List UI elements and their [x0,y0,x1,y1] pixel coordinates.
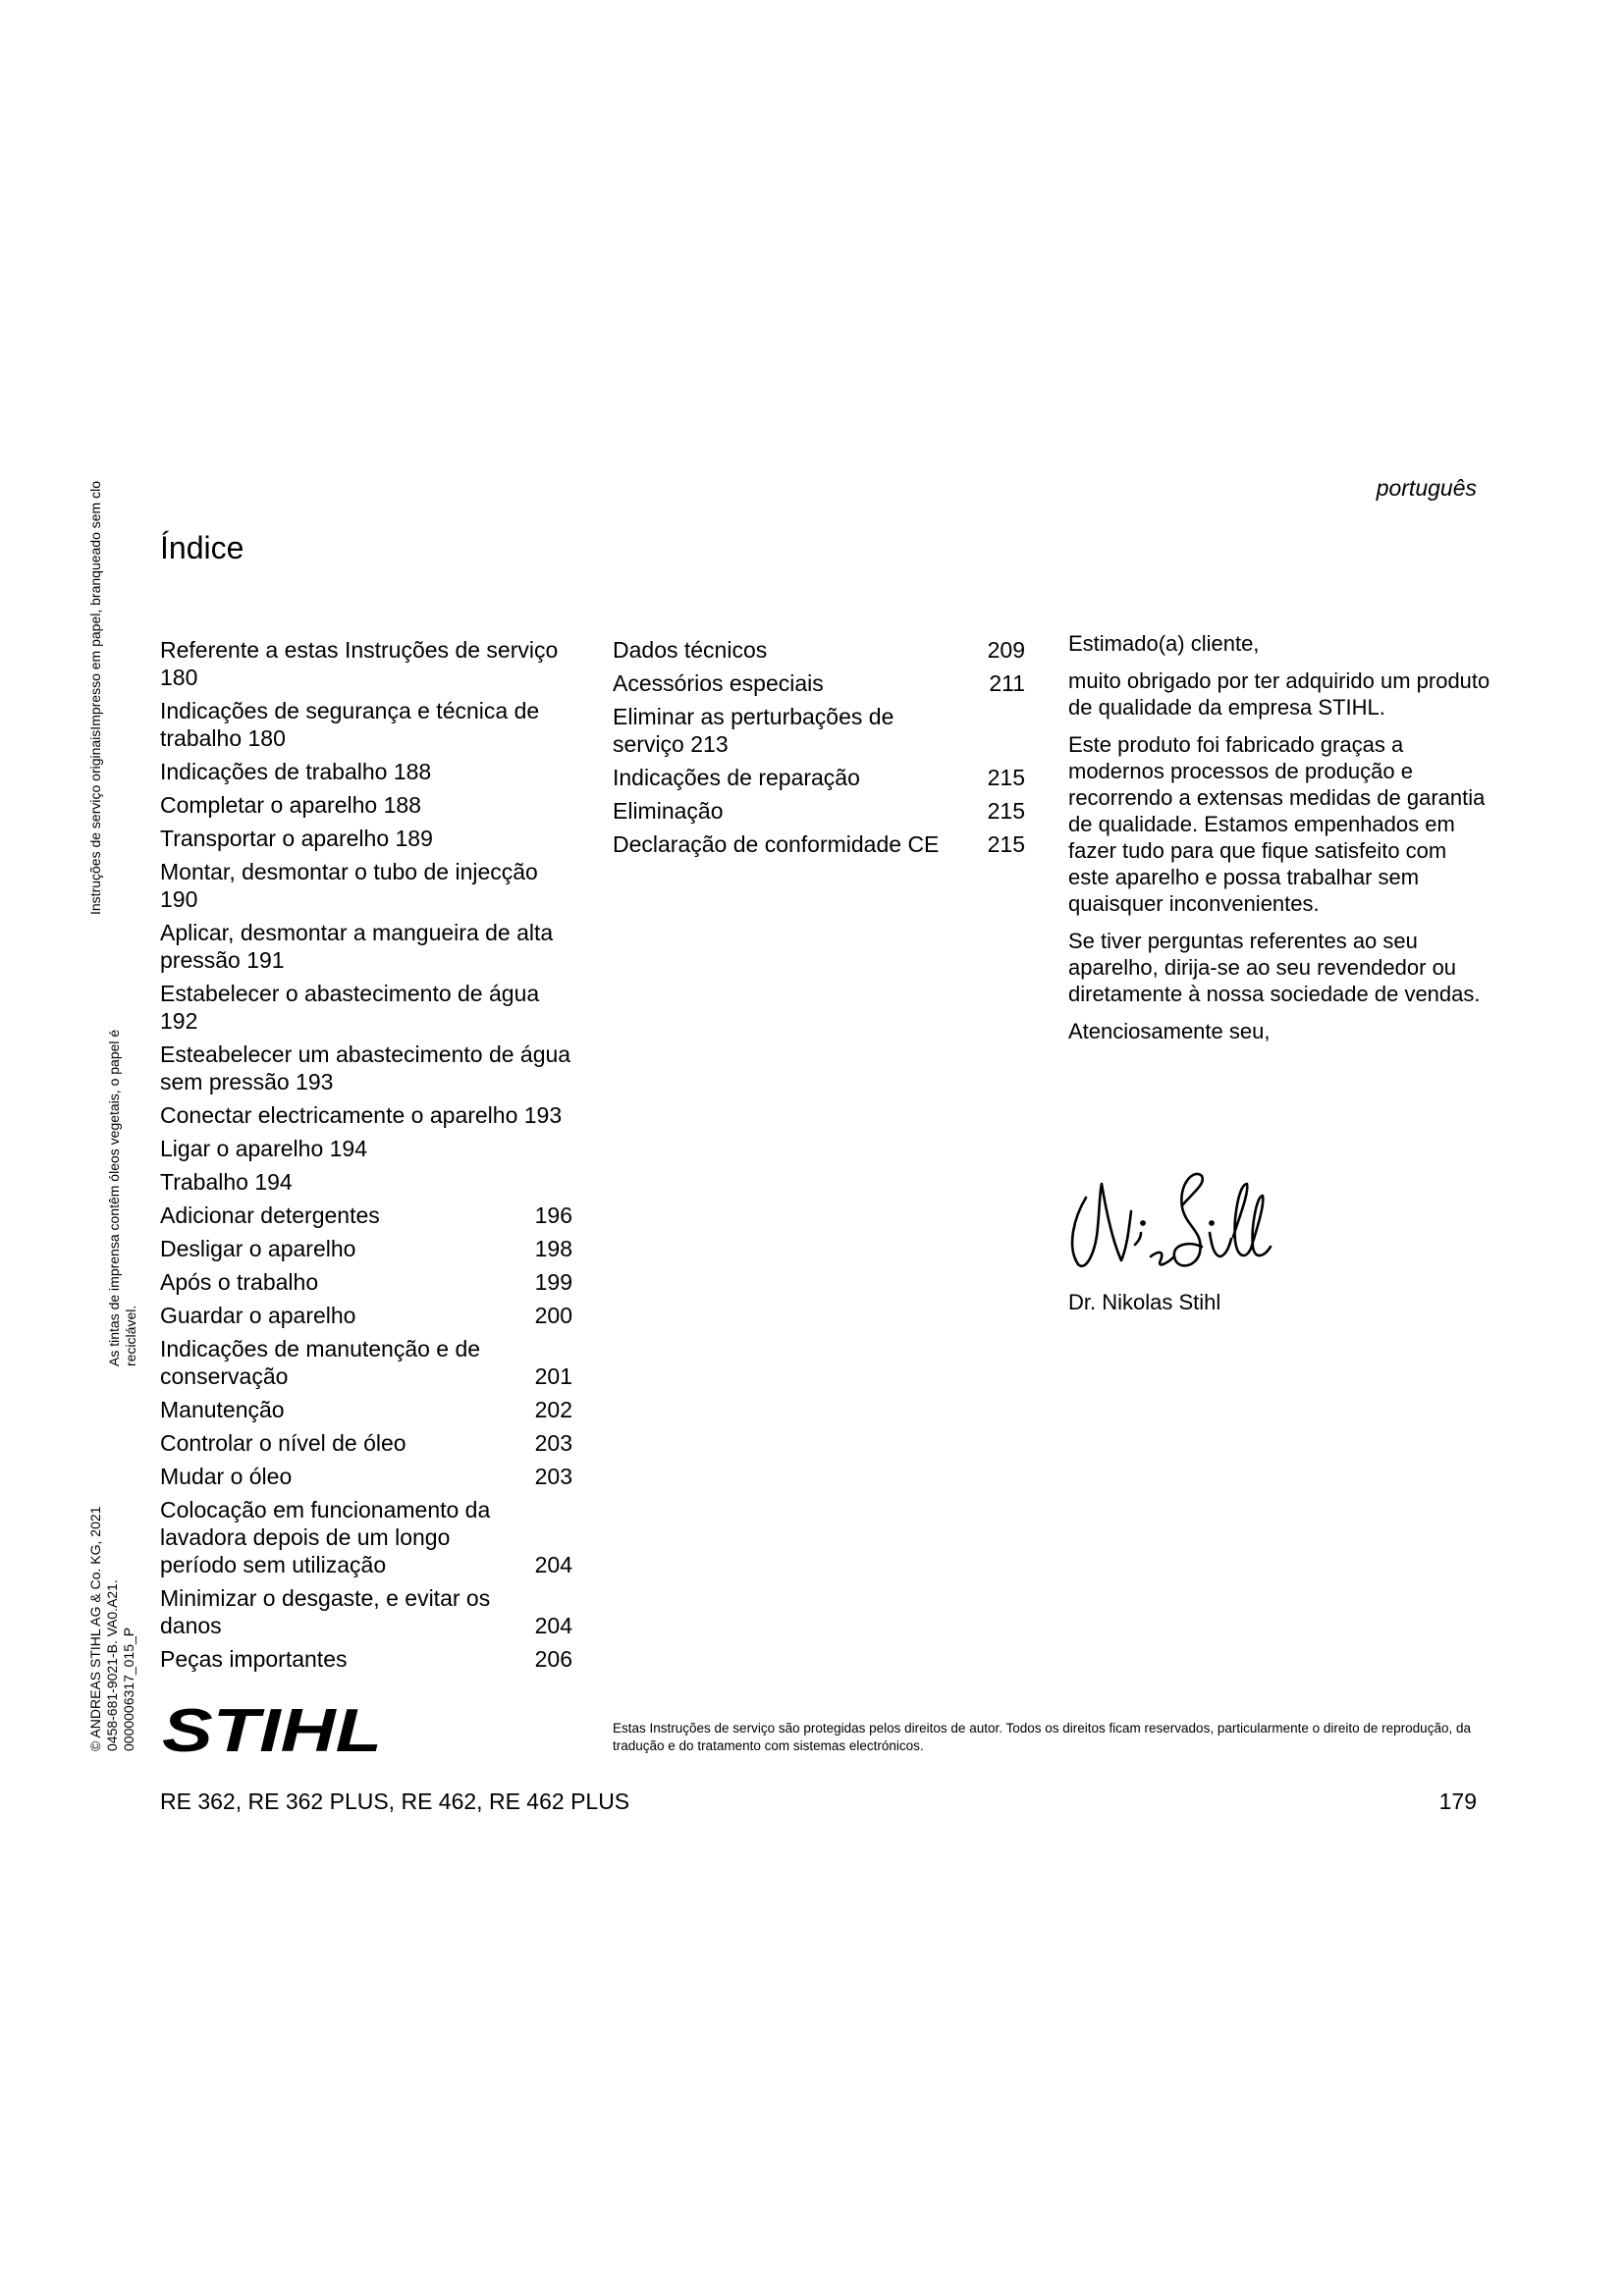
toc-entry [160,980,572,1035]
toc-entry [160,1101,572,1129]
toc-entry-title: Mudar o óleo [160,1464,293,1489]
signer-name: Dr. Nikolas Stihl [1068,1290,1221,1314]
toc-entry-page: 204 [534,1613,572,1638]
toc-entry-title: Declaração de conformidade CE [613,831,940,857]
toc-entry [613,830,1025,858]
toc-entry-title: Peças importantes [160,1646,348,1672]
toc-entry [160,758,572,785]
toc-entry-page: 196 [534,1202,572,1228]
toc-entry-page: 215 [987,831,1025,857]
toc-entry [160,1302,572,1329]
toc-entry-title: Indicações de manutenção e de conservação [160,1336,481,1389]
toc-entry [613,797,1025,825]
footer-page-number: 179 [1438,1789,1477,1814]
toc-entry-title: Indicações de segurança e técnica de trabalho 180 [160,698,540,751]
toc-entry-title: Indicações de reparação [613,765,860,790]
toc-entry-page: 204 [534,1552,572,1577]
letter-salutation: Estimado(a) cliente, [1068,631,1260,656]
toc-entry-title: Guardar o aparelho [160,1303,356,1328]
footer-model-list: RE 362, RE 362 PLUS, RE 462, RE 462 PLUS [160,1789,630,1814]
toc-entry-title: Controlar o nível de óleo [160,1430,406,1456]
toc-entry [160,697,572,752]
letter-paragraph: Este produto foi fabricado graças a modernos processos de produção e recorrendo a extensas medidas de garantia de qualidade. Estamos empenhados em fazer tudo para que fique satisfeito com este aparelho e possa trabalhar sem quaisquer inconvenientes. [1068,732,1486,916]
toc-entry-title: Aplicar, desmontar a mangueira de alta pressão 191 [160,920,554,973]
toc-entry [160,1496,572,1578]
toc-entry-title: Colocação em funcionamento da lavadora depois de um longo período sem utilização [160,1497,491,1577]
toc-entry-title: Transportar o aparelho 189 [160,826,433,851]
toc-entry [613,703,1025,758]
toc-entry-title: Montar, desmontar o tubo de injecção 190 [160,859,538,912]
language-label: português [1376,475,1477,501]
toc-entry-page: 206 [534,1646,572,1672]
letter-paragraph: muito obrigado por ter adquirido um produto de qualidade da empresa STIHL. [1068,668,1490,720]
toc-entry-page: 215 [987,798,1025,824]
letter-paragraph: Se tiver perguntas referentes ao seu aparelho, dirija-se ao seu revendedor ou diretamente à nossa sociedade de vendas. [1068,929,1481,1006]
toc-entry-title: Completar o aparelho 188 [160,792,421,818]
stihl-logo [160,1704,386,1755]
toc-entry [613,669,1025,697]
toc-entry-title: Após o trabalho [160,1269,319,1295]
toc-entry-title: Indicações de trabalho 188 [160,759,432,784]
toc-entry-page: 203 [534,1430,572,1456]
toc-entry [160,919,572,974]
sidebar-copyright [87,1507,137,1751]
toc-entry-page: 215 [987,765,1025,790]
toc-entry-title: Desligar o aparelho [160,1236,356,1261]
toc-entry-page: 200 [534,1303,572,1328]
toc-entry [613,636,1025,664]
sidebar-copyright-line: 0458-681-9021-B. VA0.A21. [104,1579,120,1751]
toc-entry [160,1168,572,1196]
toc-entry-title: Trabalho 194 [160,1169,293,1195]
toc-entry [160,1645,572,1673]
toc-entry-page: 203 [534,1464,572,1489]
toc-entry [160,1396,572,1423]
toc-entry-title: Acessórios especiais [613,670,824,696]
sidebar-ink-note-line: As tintas de imprensa contêm óleos vegetais, o papel é [106,1029,122,1366]
sidebar-copyright-line: © ANDREAS STIHL AG & Co. KG, 2021 [87,1506,103,1751]
toc-entry [160,1235,572,1262]
toc-entry [613,764,1025,791]
sidebar-ink-note [106,1030,139,1366]
toc-entry-title: Ligar o aparelho 194 [160,1136,367,1161]
toc-entry-title: Conectar electricamente o aparelho 193 [160,1102,563,1128]
sidebar-copyright-line: 0000006317_015_P [121,1627,136,1751]
stihl-logo-text: STIHL [162,1704,382,1755]
toc-entry [160,791,572,819]
letter-closing: Atenciosamente seu, [1068,1019,1271,1043]
toc-entry [160,1584,572,1639]
toc-entry-page: 201 [534,1363,572,1389]
toc-entry-title: Referente a estas Instruções de serviço 180 [160,637,559,690]
toc-entry-page: 209 [987,637,1025,663]
toc-entry-title: Eliminar as perturbações de serviço 213 [613,704,894,757]
toc-entry [160,1429,572,1457]
toc-entry [160,825,572,852]
toc-entry-title: Manutenção [160,1397,285,1422]
toc-entry-page: 202 [534,1397,572,1422]
signature-icon [1056,1158,1282,1276]
customer-letter [1068,630,1490,1055]
toc-entry [160,1463,572,1490]
toc-entry-page: 211 [989,670,1025,696]
toc-left-column [160,636,572,1679]
toc-entry [160,1201,572,1229]
toc-entry-title: Esteabelecer um abastecimento de água sem pressão 193 [160,1041,571,1095]
toc-middle-column [613,636,1025,864]
toc-entry [160,858,572,913]
toc-entry-page: 199 [534,1269,572,1295]
toc-entry [160,1335,572,1390]
toc-entry-title: Dados técnicos [613,637,768,663]
toc-entry [160,1268,572,1296]
toc-entry-title: Adicionar detergentes [160,1202,380,1228]
toc-entry-title: Minimizar o desgaste, e evitar os danos [160,1585,491,1638]
toc-entry-title: Eliminação [613,798,724,824]
toc-entry [160,1041,572,1095]
toc-entry [160,1135,572,1162]
sidebar-print-note: Instruções de serviço originaisImpresso em papel, branqueado sem clo [87,480,103,915]
page-title: Índice [160,530,244,565]
toc-entry [160,636,572,691]
copyright-notice: Estas Instruções de serviço são protegidas pelos direitos de autor. Todos os direitos ficam reservados, particularmente o direito de reprodução, da tradução e do tratamento com sistemas electrónicos. [613,1721,1471,1753]
toc-entry-page: 198 [534,1236,572,1261]
toc-entry-title: Estabelecer o abastecimento de água 192 [160,981,540,1034]
sidebar-ink-note-line: reciclável. [123,1305,138,1366]
